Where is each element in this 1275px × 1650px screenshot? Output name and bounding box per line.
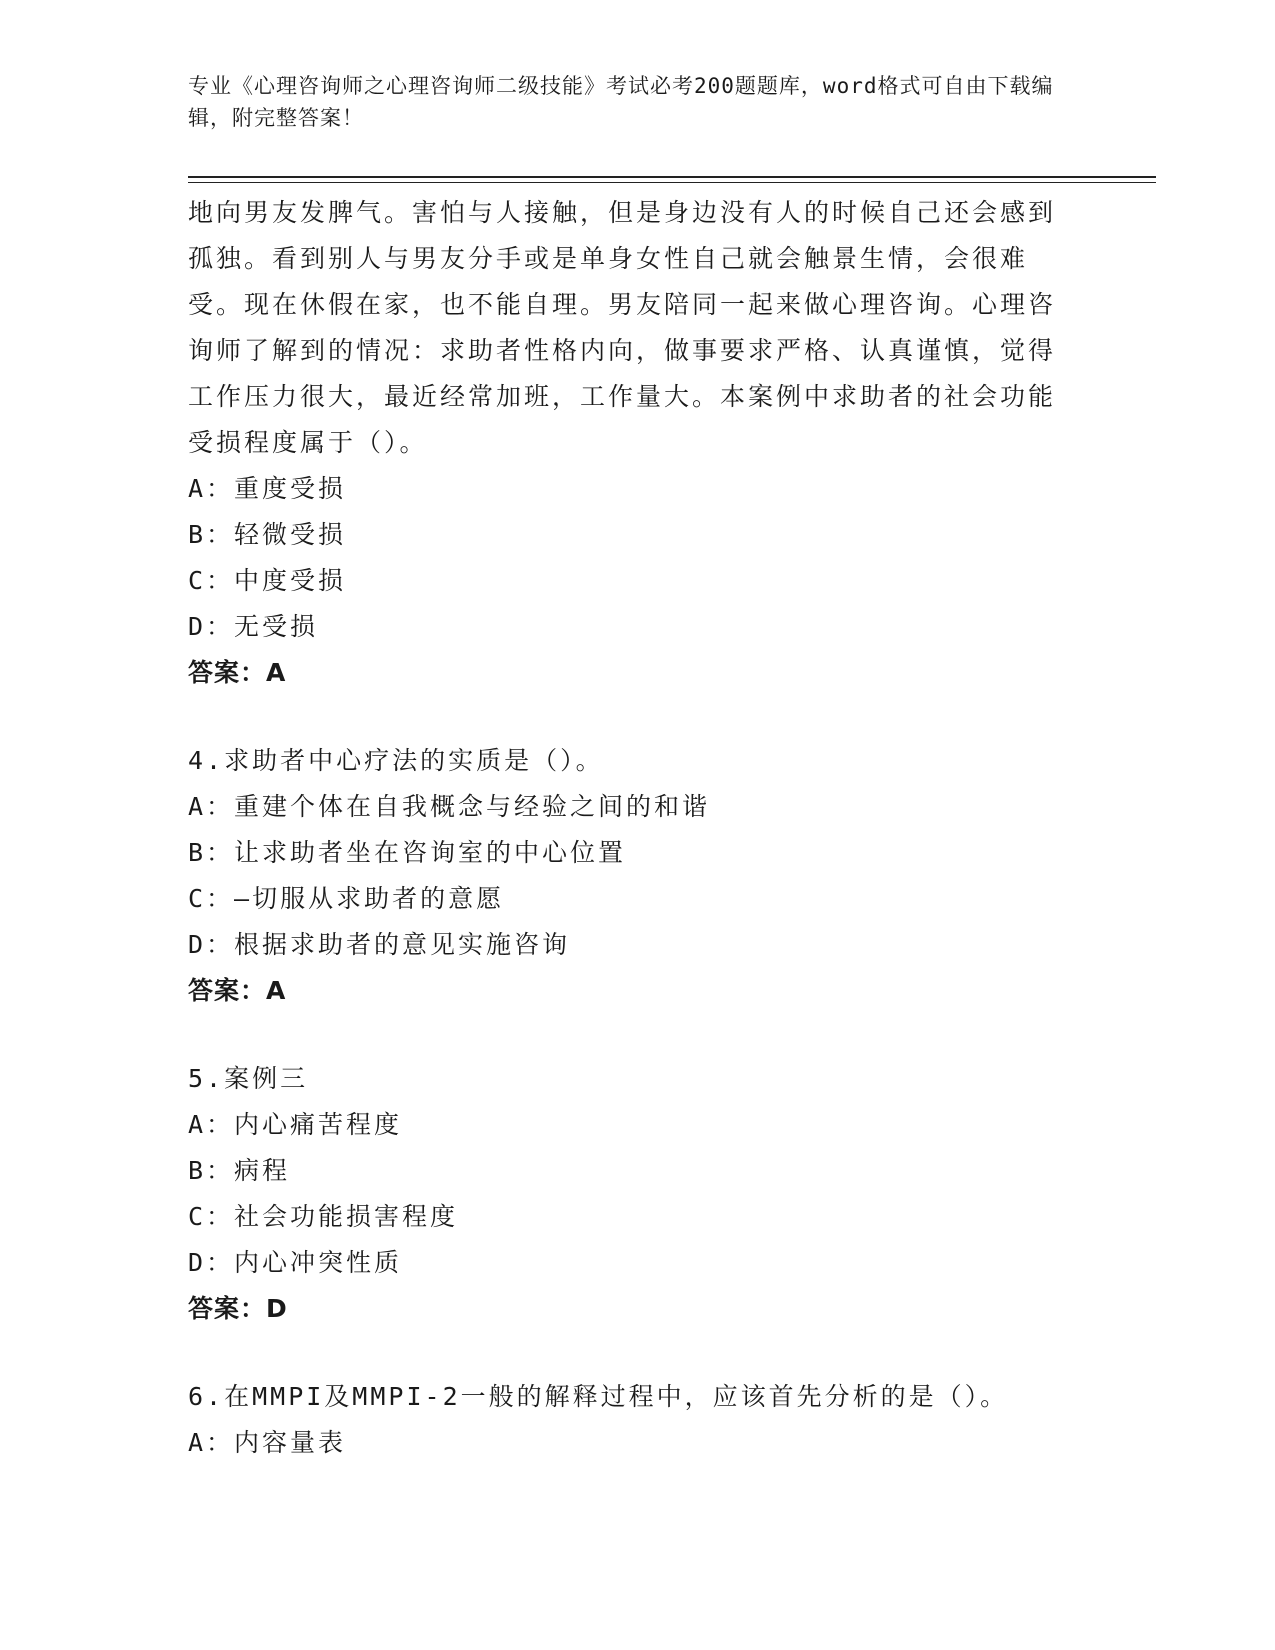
- spacer: [188, 1014, 1078, 1056]
- question-4: [188, 738, 1078, 1014]
- option-a: A：重建个体在自我概念与经验之间的和谐: [188, 792, 711, 821]
- header-rule-thick: [188, 176, 1156, 178]
- question-stem: 6.在MMPI及MMPI-2一般的解释过程中，应该首先分析的是（）。: [188, 1382, 1009, 1411]
- option-c: C：—切服从求助者的意愿: [188, 884, 505, 913]
- spacer: [188, 1332, 1078, 1374]
- option-b: B：病程: [188, 1156, 291, 1185]
- answer: 答案：A: [188, 976, 287, 1005]
- spacer: [188, 696, 1078, 738]
- option-d: D：内心冲突性质: [188, 1248, 403, 1277]
- option-c: C：社会功能损害程度: [188, 1202, 459, 1231]
- question-stem: 4.求助者中心疗法的实质是（）。: [188, 746, 604, 775]
- option-a: A：内容量表: [188, 1428, 347, 1457]
- question-3: [188, 190, 1078, 696]
- option-a: A：重度受损: [188, 474, 347, 503]
- option-a: A：内心痛苦程度: [188, 1110, 403, 1139]
- option-b: B：轻微受损: [188, 520, 347, 549]
- document-body: [188, 190, 1078, 1466]
- option-d: D：无受损: [188, 612, 319, 641]
- question-stem: 5.案例三: [188, 1064, 309, 1093]
- option-b: B：让求助者坐在咨询室的中心位置: [188, 838, 627, 867]
- question-5: [188, 1056, 1078, 1332]
- question-6: [188, 1374, 1078, 1466]
- header-rule-thin: [188, 182, 1156, 183]
- answer: 答案：A: [188, 658, 287, 687]
- document-header: 专业《心理咨询师之心理咨询师二级技能》考试必考200题题库，word格式可自由下载编辑，附完整答案！: [188, 74, 1054, 130]
- option-c: C：中度受损: [188, 566, 347, 595]
- answer: 答案：D: [188, 1294, 288, 1323]
- option-d: D：根据求助者的意见实施咨询: [188, 930, 571, 959]
- question-stem: 地向男友发脾气。害怕与人接触，但是身边没有人的时候自己还会感到孤独。看到别人与男友分手或是单身女性自己就会触景生情，会很难受。现在休假在家，也不能自理。男友陪同一起来做心理咨询。心理咨询师了解到的情况：求助者性格内向，做事要求严格、认真谨慎，觉得工作压力很大，最近经常加班，工作量大。本案例中求助者的社会功能受损程度属于（）。: [188, 198, 1057, 457]
